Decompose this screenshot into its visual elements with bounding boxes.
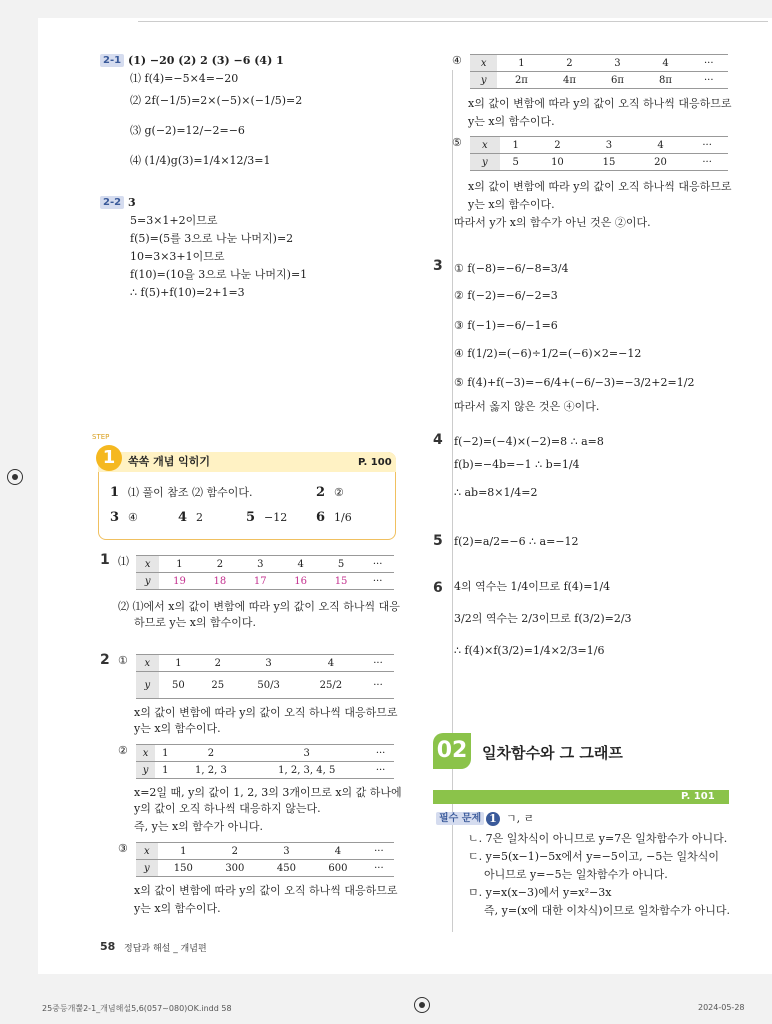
sub-label: ①	[118, 654, 128, 667]
line: f(5)=(5를 3으로 나눈 나머지)=2	[130, 232, 294, 245]
cell: 25/2	[300, 672, 362, 699]
cell: x	[136, 655, 159, 672]
line: y는 x의 함수이다.	[134, 902, 221, 915]
cell: 1, 2, 3	[176, 762, 247, 779]
pilsu-number: 1	[486, 812, 500, 826]
cell: 3	[261, 843, 313, 860]
line: x의 값이 변함에 따라 y의 값이 오직 하나씩 대응하므로	[134, 706, 398, 719]
line: ⑤ f(4)+f(−3)=−6/4+(−6/−3)=−3/2+2=1/2	[454, 376, 695, 389]
line: 5=3×1+2이므로	[130, 214, 218, 227]
cell: 4	[635, 137, 687, 154]
step-page: P. 100	[358, 457, 392, 468]
cell: 15	[321, 573, 361, 590]
step-ans: 2	[196, 511, 203, 524]
cell: x	[136, 556, 159, 573]
cell: y	[470, 72, 497, 89]
cell: ···	[361, 556, 394, 573]
cell: 5	[321, 556, 361, 573]
cell: 2	[200, 556, 240, 573]
line: x의 값이 변함에 따라 y의 값이 오직 하나씩 대응하므로	[468, 180, 732, 193]
sub-label: ②	[118, 744, 128, 757]
step-title: 쏙쏙 개념 익히기	[128, 455, 211, 468]
question-number: 4	[433, 432, 443, 448]
badge-2-1: 2-1	[100, 54, 124, 67]
line: f(b)=−4b=−1 ∴ b=1/4	[454, 458, 580, 471]
step-num: 4	[178, 510, 188, 525]
cell: 19	[159, 573, 199, 590]
line: ∴ f(5)+f(10)=2+1=3	[130, 286, 245, 299]
cell: 1	[155, 762, 175, 779]
line: ⑷ (1/4)g(3)=1/4×12/3=1	[130, 154, 271, 167]
line: 즉, y는 x의 함수가 아니다.	[134, 820, 264, 833]
cell: y	[136, 573, 159, 590]
cell: 2	[198, 655, 237, 672]
table-q2-3	[136, 842, 394, 877]
step-num: 5	[246, 510, 256, 525]
cell: 2	[176, 745, 247, 762]
table-r4	[470, 54, 728, 89]
cell: ···	[690, 55, 728, 72]
cell: 1	[155, 745, 175, 762]
step-ans: 1/6	[334, 511, 352, 524]
cell: x	[470, 137, 500, 154]
answer-2-1: (1) −20 (2) 2 (3) −6 (4) 1	[128, 54, 284, 67]
cell: 4	[280, 556, 320, 573]
cell: 3	[593, 55, 641, 72]
cell: 2	[532, 137, 584, 154]
cell: ···	[690, 72, 728, 89]
line: ∴ ab=8×1/4=2	[454, 486, 538, 499]
cell: x	[136, 843, 158, 860]
table-r5	[470, 136, 728, 171]
cell: y	[136, 762, 155, 779]
cell: 2	[545, 55, 593, 72]
cell: 3	[237, 655, 299, 672]
step-ans: ④	[128, 511, 138, 524]
cell: 17	[240, 573, 280, 590]
line: 3/2의 역수는 2/3이므로 f(3/2)=2/3	[454, 612, 632, 625]
cell: 3	[240, 556, 280, 573]
line: x의 값이 변함에 따라 y의 값이 오직 하나씩 대응하므로	[468, 97, 732, 110]
line: y의 값이 오직 하나씩 대응하지 않는다.	[134, 802, 321, 815]
cell: 3	[246, 745, 367, 762]
step-num: 2	[316, 485, 326, 500]
cell: ···	[686, 137, 728, 154]
line: y는 x의 함수이다.	[134, 722, 221, 735]
question-number: 2	[100, 652, 110, 668]
cell: 16	[280, 573, 320, 590]
cell: 50	[159, 672, 198, 699]
cell: ···	[686, 154, 728, 171]
registration-mark-icon	[7, 469, 23, 485]
badge-2-2: 2-2	[100, 196, 124, 209]
table-q2-1	[136, 654, 394, 699]
step-ans: ⑴ 풀이 참조 ⑵ 함수이다.	[128, 486, 253, 499]
cell: 18	[200, 573, 240, 590]
top-rule	[138, 21, 768, 22]
cell: ···	[362, 672, 394, 699]
footer-title: 정답과 해설 _ 개념편	[124, 944, 207, 954]
cell: ···	[361, 573, 394, 590]
cell: 4	[300, 655, 362, 672]
cell: x	[136, 745, 155, 762]
step-num: 6	[316, 510, 326, 525]
line: f(2)=a/2=−6 ∴ a=−12	[454, 535, 579, 548]
line: 즉, y=(x에 대한 이차식)이므로 일차함수가 아니다.	[484, 904, 730, 917]
step-num: 1	[110, 485, 120, 500]
file-name: 25중등개뿔2-1_개념해설5,6(057~080)OK.indd 58	[42, 1004, 232, 1013]
line: ⑵ ⑴에서 x의 값이 변함에 따라 y의 값이 오직 하나씩 대응	[118, 600, 400, 613]
cell: ···	[367, 762, 394, 779]
line: ㄴ. 7은 일차식이 아니므로 y=7은 일차함수가 아니다.	[468, 832, 728, 845]
question-number: 3	[433, 258, 443, 274]
sub-label: ⑤	[452, 136, 462, 149]
page-number: 58	[100, 940, 116, 953]
cell: 1	[158, 843, 210, 860]
print-date: 2024-05-28	[698, 1003, 745, 1012]
line: ㅁ. y=x(x−3)에서 y=x²−3x	[468, 886, 612, 899]
cell: 1	[159, 556, 199, 573]
table-q1	[136, 555, 394, 590]
cell: 450	[261, 860, 313, 877]
line: ㄷ. y=5(x−1)−5x에서 y=−5이고, −5는 일차식이	[468, 850, 719, 863]
cell: 15	[583, 154, 635, 171]
sub-label: ④	[452, 54, 462, 67]
cell: 20	[635, 154, 687, 171]
step-ans: −12	[264, 511, 288, 524]
step-num: 3	[110, 510, 120, 525]
line: ② f(−2)=−6/−2=3	[454, 289, 558, 302]
cell: ···	[362, 655, 394, 672]
line: x=2일 때, y의 값이 1, 2, 3의 3개이므로 x의 값 하나에	[134, 786, 402, 799]
question-number: 1	[100, 552, 110, 568]
section-page: P. 101	[681, 791, 715, 802]
line: 아니므로 y=−5는 일차함수가 아니다.	[484, 868, 668, 881]
line: y는 x의 함수이다.	[468, 115, 555, 128]
cell: 5	[500, 154, 532, 171]
question-number: 6	[433, 580, 443, 596]
pilsu-answer: ㄱ, ㄹ	[506, 812, 535, 825]
line: ∴ f(4)×f(3/2)=1/4×2/3=1/6	[454, 644, 605, 657]
registration-mark-icon	[414, 997, 430, 1013]
pilsu-label: 필수 문제	[436, 812, 484, 825]
cell: 300	[209, 860, 261, 877]
line: f(10)=(10을 3으로 나눈 나머지)=1	[130, 268, 308, 281]
sub-label: ⑴	[118, 555, 129, 568]
cell: 4	[641, 55, 689, 72]
question-number: 5	[433, 533, 443, 549]
cell: 150	[158, 860, 210, 877]
cell: x	[470, 55, 497, 72]
cell: 8π	[641, 72, 689, 89]
cell: 2π	[497, 72, 545, 89]
cell: 6π	[593, 72, 641, 89]
step-label: STEP	[92, 433, 110, 441]
line: ① f(−8)=−6/−8=3/4	[454, 262, 569, 275]
section-title: 일차함수와 그 그래프	[482, 744, 623, 762]
line: 따라서 y가 x의 함수가 아닌 것은 ②이다.	[454, 216, 651, 229]
line: ⑴ f(4)=−5×4=−20	[130, 72, 239, 85]
line: ④ f(1/2)=(−6)÷1/2=(−6)×2=−12	[454, 347, 642, 360]
line: x의 값이 변함에 따라 y의 값이 오직 하나씩 대응하므로	[134, 884, 398, 897]
cell: 1	[159, 655, 198, 672]
line: ⑶ g(−2)=12/−2=−6	[130, 124, 245, 137]
cell: ···	[364, 860, 394, 877]
cell: 4	[312, 843, 364, 860]
line: f(−2)=(−4)×(−2)=8 ∴ a=8	[454, 435, 604, 448]
answer-2-2: 3	[128, 196, 136, 209]
cell: y	[136, 672, 159, 699]
cell: 50/3	[237, 672, 299, 699]
cell: ···	[364, 843, 394, 860]
cell: 1, 2, 3, 4, 5	[246, 762, 367, 779]
step-number: 1	[96, 445, 122, 471]
line: ⑵ 2f(−1/5)=2×(−5)×(−1/5)=2	[130, 94, 303, 107]
line: y는 x의 함수이다.	[468, 198, 555, 211]
line: 4의 역수는 1/4이므로 f(4)=1/4	[454, 580, 611, 593]
cell: 25	[198, 672, 237, 699]
cell: ···	[367, 745, 394, 762]
line: 10=3×3+1이므로	[130, 250, 225, 263]
step-ans: ②	[334, 486, 344, 499]
cell: 1	[497, 55, 545, 72]
sub-label: ③	[118, 842, 128, 855]
cell: y	[136, 860, 158, 877]
cell: 10	[532, 154, 584, 171]
cell: y	[470, 154, 500, 171]
line: 하므로 y는 x의 함수이다.	[134, 616, 257, 629]
cell: 1	[500, 137, 532, 154]
table-q2-2	[136, 744, 394, 779]
line: ③ f(−1)=−6/−1=6	[454, 319, 558, 332]
cell: 4π	[545, 72, 593, 89]
section-number: 02	[433, 733, 471, 769]
cell: 600	[312, 860, 364, 877]
cell: 2	[209, 843, 261, 860]
cell: 3	[583, 137, 635, 154]
line: 따라서 옳지 않은 것은 ④이다.	[454, 400, 600, 413]
